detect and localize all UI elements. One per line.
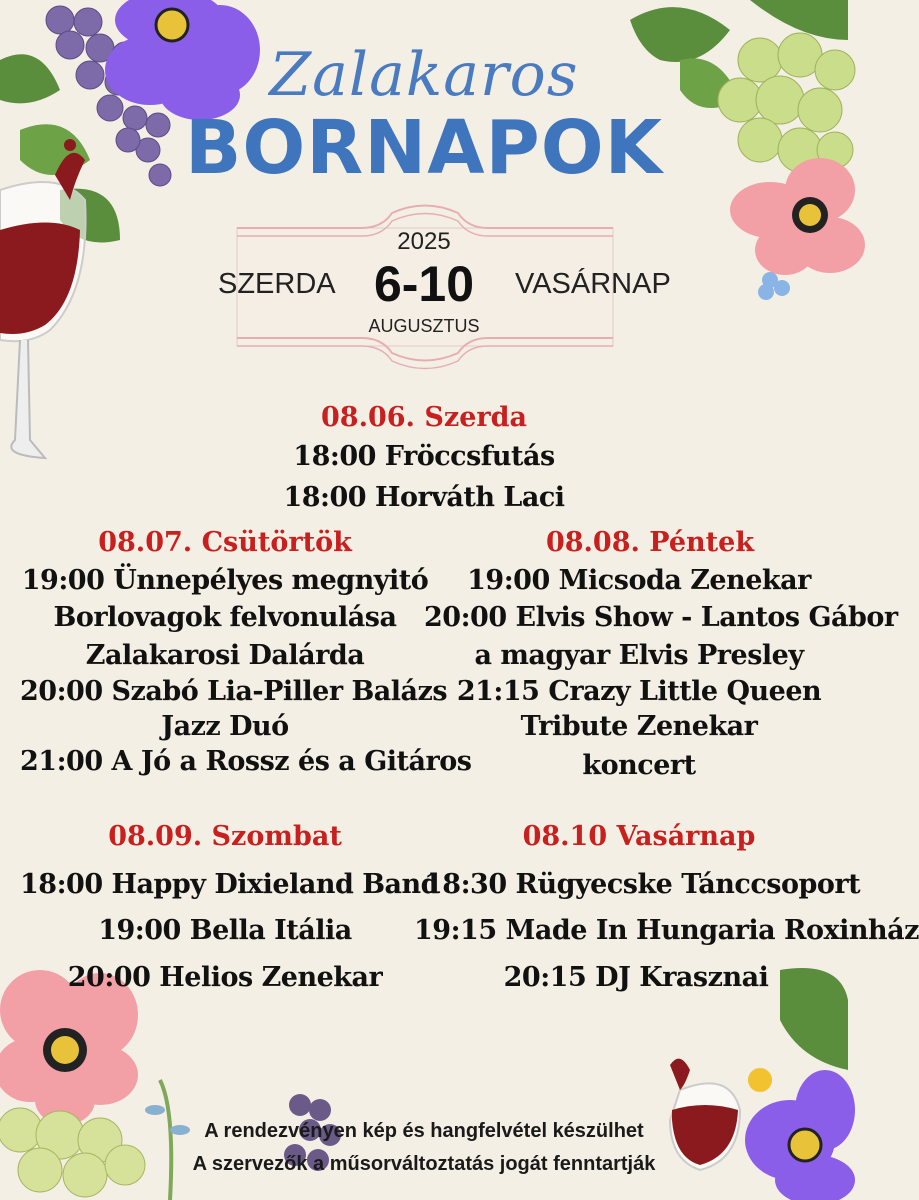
- saturday-event: 18:00 Happy Dixieland Band: [20, 869, 440, 900]
- sunday-event: 20:15 DJ Krasznai: [503, 962, 769, 993]
- day-heading-sunday: 08.10 Vasárnap: [522, 821, 756, 852]
- end-day-label: VASÁRNAP: [515, 268, 671, 300]
- thursday-event: Jazz Duó: [161, 711, 289, 742]
- footer-notice-recording: A rendezvényen kép és hangfelvétel készülhet: [204, 1120, 644, 1142]
- wednesday-event: 18:00 Horváth Laci: [283, 482, 565, 513]
- friday-event: Tribute Zenekar: [520, 711, 758, 742]
- event-date-range: 6-10: [373, 256, 475, 312]
- friday-event: a magyar Elvis Presley: [474, 640, 804, 671]
- thursday-event: 20:00 Szabó Lia-Piller Balázs: [20, 676, 448, 707]
- thursday-event: 19:00 Ünnepélyes megnyitó: [21, 565, 429, 596]
- day-heading-friday: 08.08. Péntek: [545, 527, 755, 558]
- event-month: AUGUSZTUS: [368, 316, 480, 336]
- thursday-event: Zalakarosi Dalárda: [85, 640, 365, 671]
- event-title-script: Zalakaros: [269, 40, 579, 110]
- saturday-event: 20:00 Helios Zenekar: [67, 962, 383, 993]
- day-heading-saturday: 08.09. Szombat: [108, 821, 342, 852]
- footer-notice-program-change: A szervezők a műsorváltoztatás jogát fenntartják: [192, 1153, 656, 1175]
- wednesday-event: 18:00 Fröccsfutás: [293, 441, 555, 472]
- thursday-event: 21:00 A Jó a Rossz és a Gitáros: [20, 746, 472, 777]
- saturday-event: 19:00 Bella Itália: [98, 915, 352, 946]
- sunday-event: 19:15 Made In Hungaria Roxinház: [414, 915, 919, 946]
- friday-event: koncert: [582, 750, 696, 781]
- friday-event: 20:00 Elvis Show - Lantos Gábor: [424, 602, 898, 633]
- event-title-main: BORNAPOK: [185, 105, 663, 191]
- friday-event: 21:15 Crazy Little Queen: [456, 676, 822, 707]
- friday-event: 19:00 Micsoda Zenekar: [467, 565, 811, 596]
- event-year: 2025: [397, 228, 451, 255]
- sunday-event: 18:30 Rügyecske Tánccsoport: [424, 869, 861, 900]
- day-heading-wednesday: 08.06. Szerda: [321, 402, 527, 433]
- start-day-label: SZERDA: [218, 268, 336, 300]
- day-heading-thursday: 08.07. Csütörtök: [98, 527, 352, 558]
- thursday-event: Borlovagok felvonulása: [53, 602, 397, 633]
